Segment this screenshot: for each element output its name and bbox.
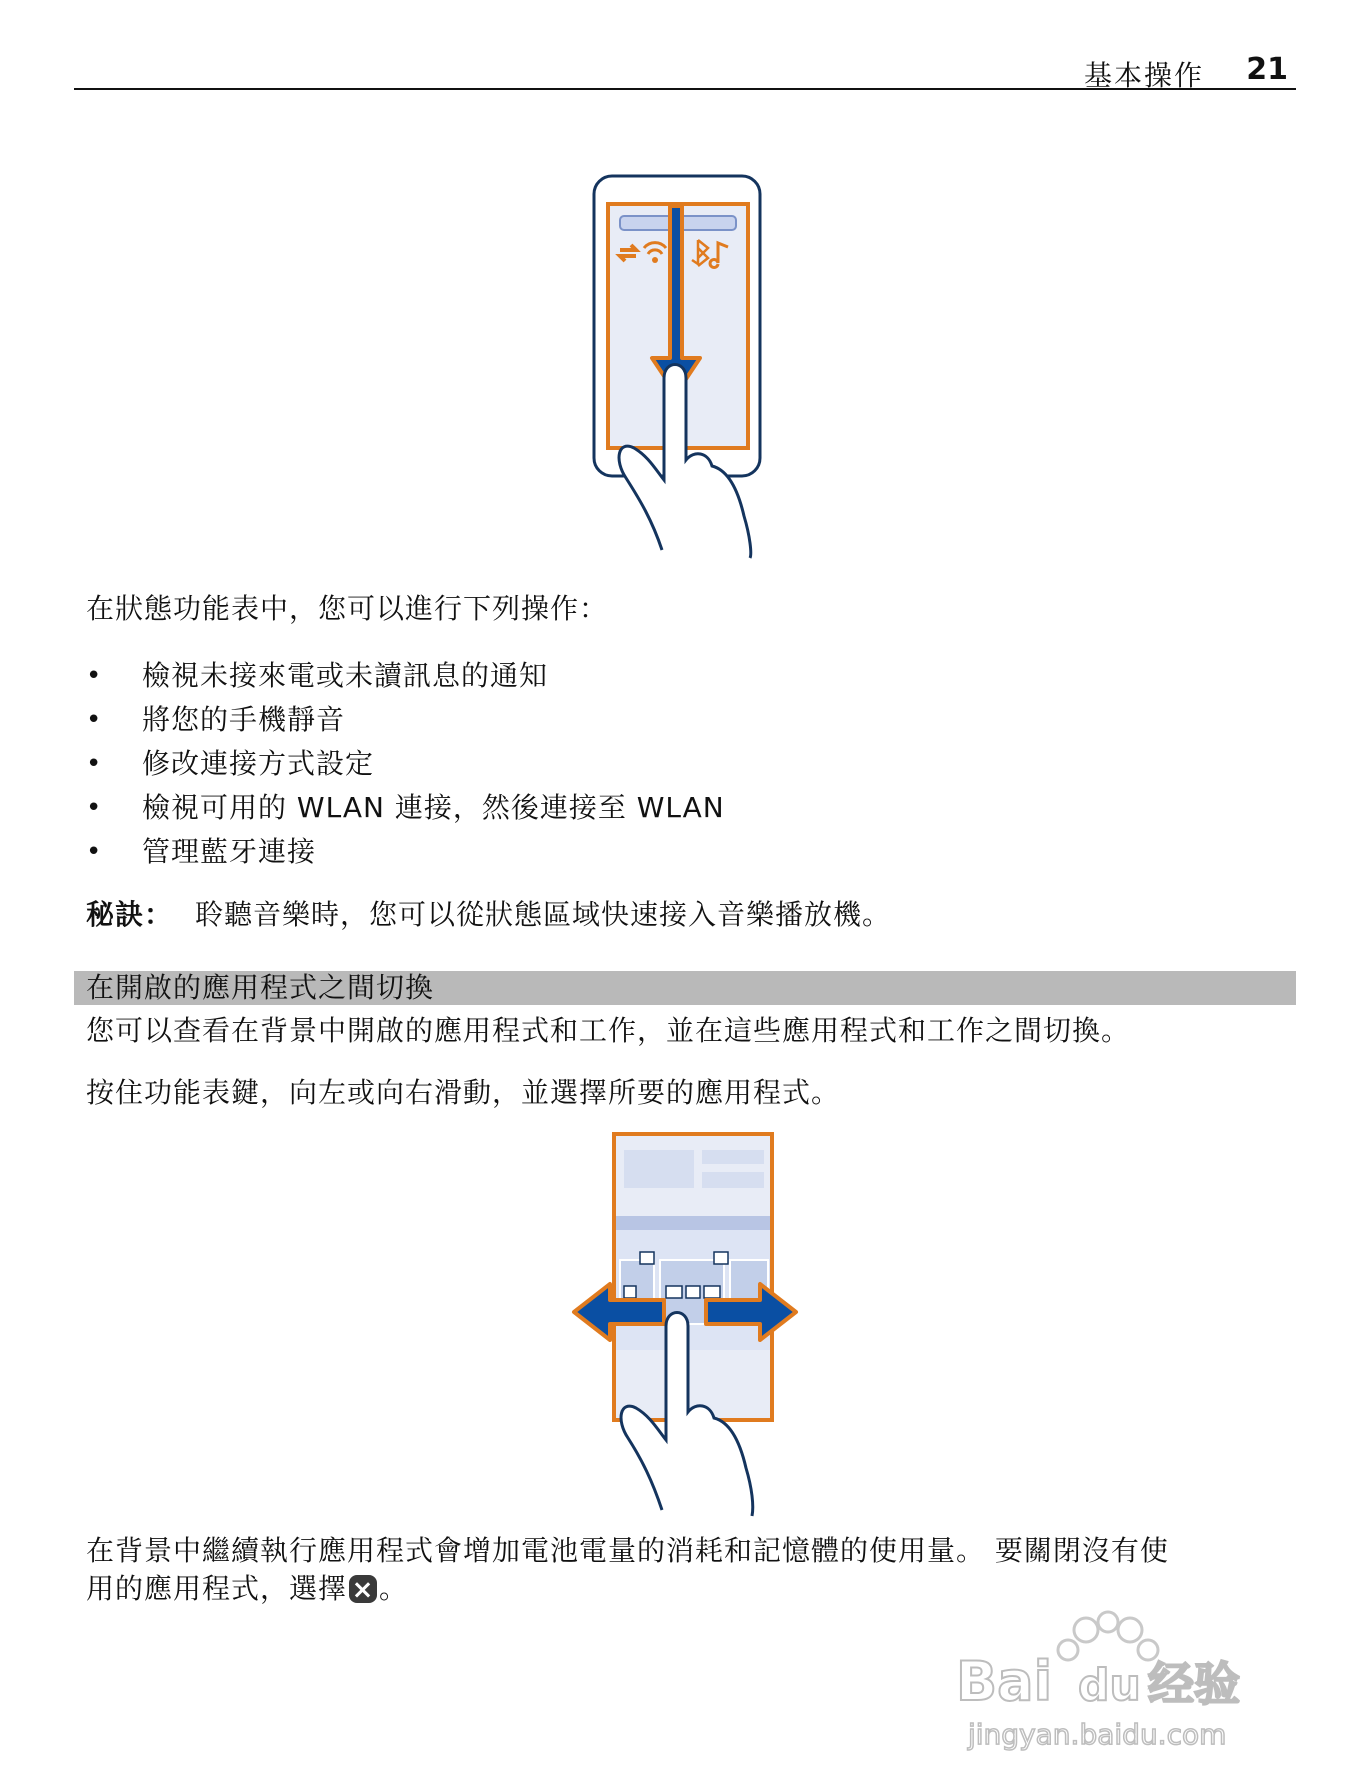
list-item: • 將您的手機靜音 <box>86 703 346 736</box>
list-item: • 檢視可用的 WLAN 連接，然後連接至 WLAN <box>86 791 725 824</box>
section-paragraph-1: 您可以查看在背景中開啟的應用程式和工作，並在這些應用程式和工作之間切換。 <box>86 1014 1131 1047</box>
close-icon <box>349 1575 377 1603</box>
section-heading: 在開啟的應用程式之間切換 <box>74 971 1296 1005</box>
closing-line-2: 用的應用程式，選擇× 。 <box>86 1570 1169 1608</box>
list-item: • 管理藍牙連接 <box>86 835 317 868</box>
baidu-watermark <box>948 1608 1268 1758</box>
page-number: 21 <box>1246 52 1288 87</box>
tip-label: 秘訣： <box>86 898 174 931</box>
page-header <box>74 42 1296 90</box>
status-menu-swipe-illustration <box>560 170 800 560</box>
status-menu-actions-list <box>86 654 725 874</box>
section-title: 基本操作 <box>1083 59 1204 92</box>
watermark-brand-3: 经验 <box>1148 1657 1240 1711</box>
watermark-url: jingyan.baidu.com <box>968 1718 1227 1751</box>
watermark-brand: Bai <box>956 1650 1053 1713</box>
tip <box>86 896 891 934</box>
list-item: • 修改連接方式設定 <box>86 747 375 780</box>
watermark-brand-2: du <box>1078 1660 1141 1711</box>
app-switch-illustration <box>570 1130 800 1520</box>
tip-text: 聆聽音樂時，您可以從狀態區域快速接入音樂播放機。 <box>195 898 892 931</box>
section-paragraph-2: 按住功能表鍵，向左或向右滑動，並選擇所要的應用程式。 <box>86 1076 841 1109</box>
list-item: • 檢視未接來電或未讀訊息的通知 <box>86 659 549 692</box>
intro-text: 在狀態功能表中，您可以進行下列操作： <box>86 592 609 625</box>
closing-line-1: 在背景中繼續執行應用程式會增加電池電量的消耗和記憶體的使用量。 要關閉沒有使 <box>86 1534 1169 1567</box>
closing-paragraph <box>86 1532 1169 1608</box>
